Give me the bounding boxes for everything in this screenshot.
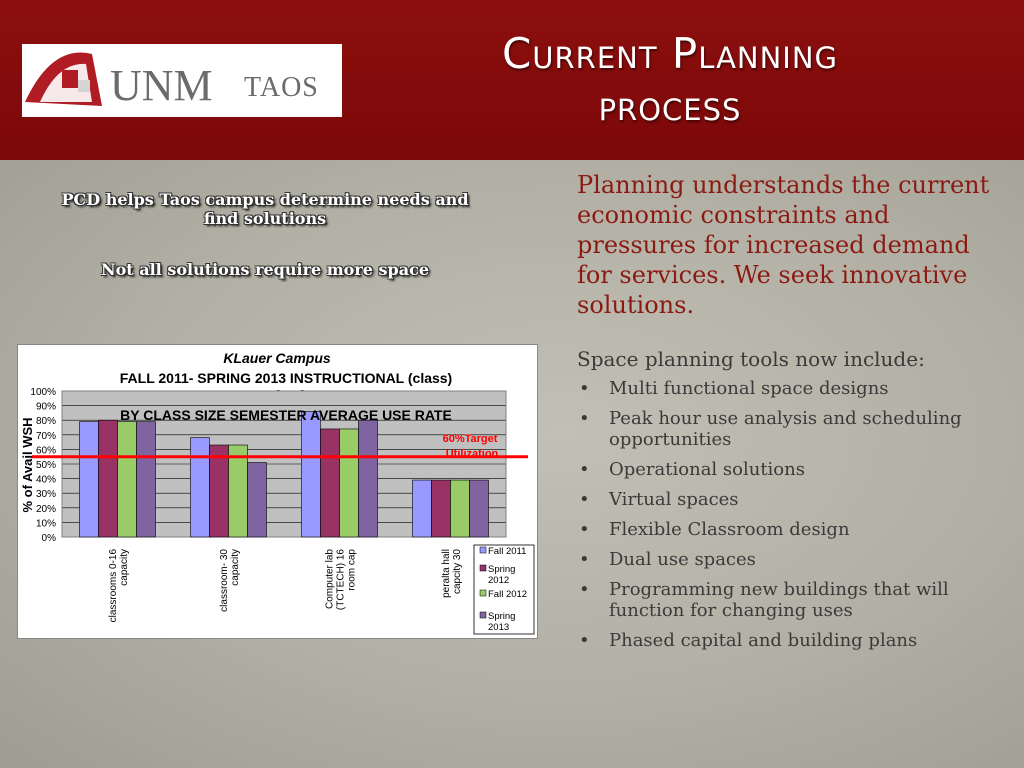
x-tick-label: capacity: [119, 549, 130, 586]
x-tick-label: Computer lab: [324, 549, 336, 610]
x-tick-label: classroom- 30: [219, 549, 230, 612]
left-summary: [50, 190, 480, 279]
y-tick-label: 80%: [35, 416, 56, 428]
target-label-line2: Utilization: [445, 448, 499, 460]
tools-list-item: [577, 630, 997, 651]
use-rate-chart: [17, 344, 538, 639]
legend-label: Spring: [488, 564, 516, 575]
tools-list-item: [577, 579, 997, 621]
y-tick-label: 100%: [30, 387, 56, 398]
slide-title-line2: process: [598, 81, 742, 130]
x-tick-label: (TCTECH) 16: [335, 549, 347, 611]
unm-taos-logo: [22, 44, 342, 117]
bar: [432, 480, 451, 537]
bar: [118, 422, 137, 537]
chart-title-line4: BY CLASS SIZE SEMESTER AVERAGE USE RATE: [120, 407, 452, 423]
bar: [248, 463, 267, 537]
title-bar: [0, 0, 1024, 160]
bullet-icon: •: [579, 549, 590, 570]
bar: [229, 445, 248, 537]
bar: [321, 429, 340, 537]
bullet-icon: •: [579, 459, 590, 480]
tools-list-item-text: Operational solutions: [609, 459, 805, 480]
slide-title: [400, 28, 940, 132]
y-tick-label: 70%: [35, 430, 56, 442]
y-tick-label: 30%: [35, 489, 56, 501]
target-label-line1: 60%Target: [442, 433, 498, 445]
logo-unm-text: UNM: [110, 61, 213, 110]
legend-label: Spring: [488, 611, 516, 622]
legend-label: 2013: [488, 622, 510, 633]
intro-paragraph: Planning understands the current economic constraints and pressures for increased demand for services. We seek innovative solutions.: [577, 171, 990, 319]
bar: [210, 445, 229, 537]
chart-y-axis-label: % of Avail WSH: [20, 417, 35, 513]
legend-label: Fall 2011: [488, 546, 527, 557]
bullet-icon: •: [579, 489, 590, 510]
tools-list-item-text: Peak hour use analysis and scheduling opportunities: [609, 408, 962, 450]
bar: [137, 422, 156, 537]
y-tick-label: 10%: [35, 518, 56, 530]
tools-heading: Space planning tools now include:: [577, 347, 925, 371]
y-tick-label: 60%: [35, 445, 56, 457]
y-tick-label: 40%: [35, 474, 56, 486]
x-tick-label: classrooms 0-16: [108, 549, 119, 623]
tools-list-item-text: Virtual spaces: [609, 489, 739, 510]
tools-list-item-text: Phased capital and building plans: [609, 630, 918, 651]
bullet-icon: •: [579, 408, 590, 429]
legend-swatch: [480, 547, 486, 553]
tools-list-item-text: Programming new buildings that will function for changing uses: [609, 579, 949, 621]
legend-swatch: [480, 565, 486, 571]
bar: [80, 422, 99, 537]
bar: [191, 438, 210, 537]
bar: [451, 480, 470, 537]
tools-list-item: [577, 519, 997, 540]
bar: [470, 480, 489, 537]
legend-label: 2012: [488, 575, 510, 586]
bullet-icon: •: [579, 579, 590, 600]
bar: [359, 420, 378, 537]
logo-taos-text: TAOS: [244, 72, 319, 103]
tools-list-item-text: Multi functional space designs: [609, 378, 889, 399]
tools-list-item: [577, 549, 997, 570]
bullet-icon: •: [579, 378, 590, 399]
x-tick-label: capacity: [230, 549, 241, 586]
y-tick-label: 20%: [35, 503, 56, 515]
bullet-icon: •: [579, 519, 590, 540]
chart-title-line2: FALL 2011- SPRING 2013 INSTRUCTIONAL (class): [119, 370, 453, 386]
tools-list-item-text: Flexible Classroom design: [609, 519, 850, 540]
tools-list-item: [577, 489, 997, 510]
y-tick-label: 0%: [41, 533, 56, 544]
x-tick-label: room cap: [346, 549, 358, 591]
tools-list-item: [577, 459, 997, 480]
slide-title-line1: Current Planning: [501, 29, 839, 78]
bar: [302, 411, 321, 537]
tools-list-item: [577, 408, 997, 450]
y-tick-label: 90%: [35, 401, 56, 413]
legend-swatch: [480, 590, 486, 596]
bar: [413, 480, 432, 537]
left-summary-line1: PCD helps Taos campus determine needs and find solutions: [61, 190, 469, 228]
x-tick-label: peralta hall: [441, 549, 452, 598]
legend-label: Fall 2012: [488, 589, 528, 600]
bar: [340, 429, 359, 537]
tools-list-item-text: Dual use spaces: [609, 549, 756, 570]
legend-swatch: [480, 612, 486, 618]
bar: [99, 420, 118, 537]
x-tick-label: capcity 30: [452, 549, 463, 595]
bullet-icon: •: [579, 630, 590, 651]
tools-list: [577, 378, 997, 660]
y-tick-label: 50%: [35, 460, 56, 471]
tools-list-item: [577, 378, 997, 399]
chart-title-line1: KLauer Campus: [223, 350, 331, 366]
left-summary-line2: Not all solutions require more space: [100, 260, 430, 279]
